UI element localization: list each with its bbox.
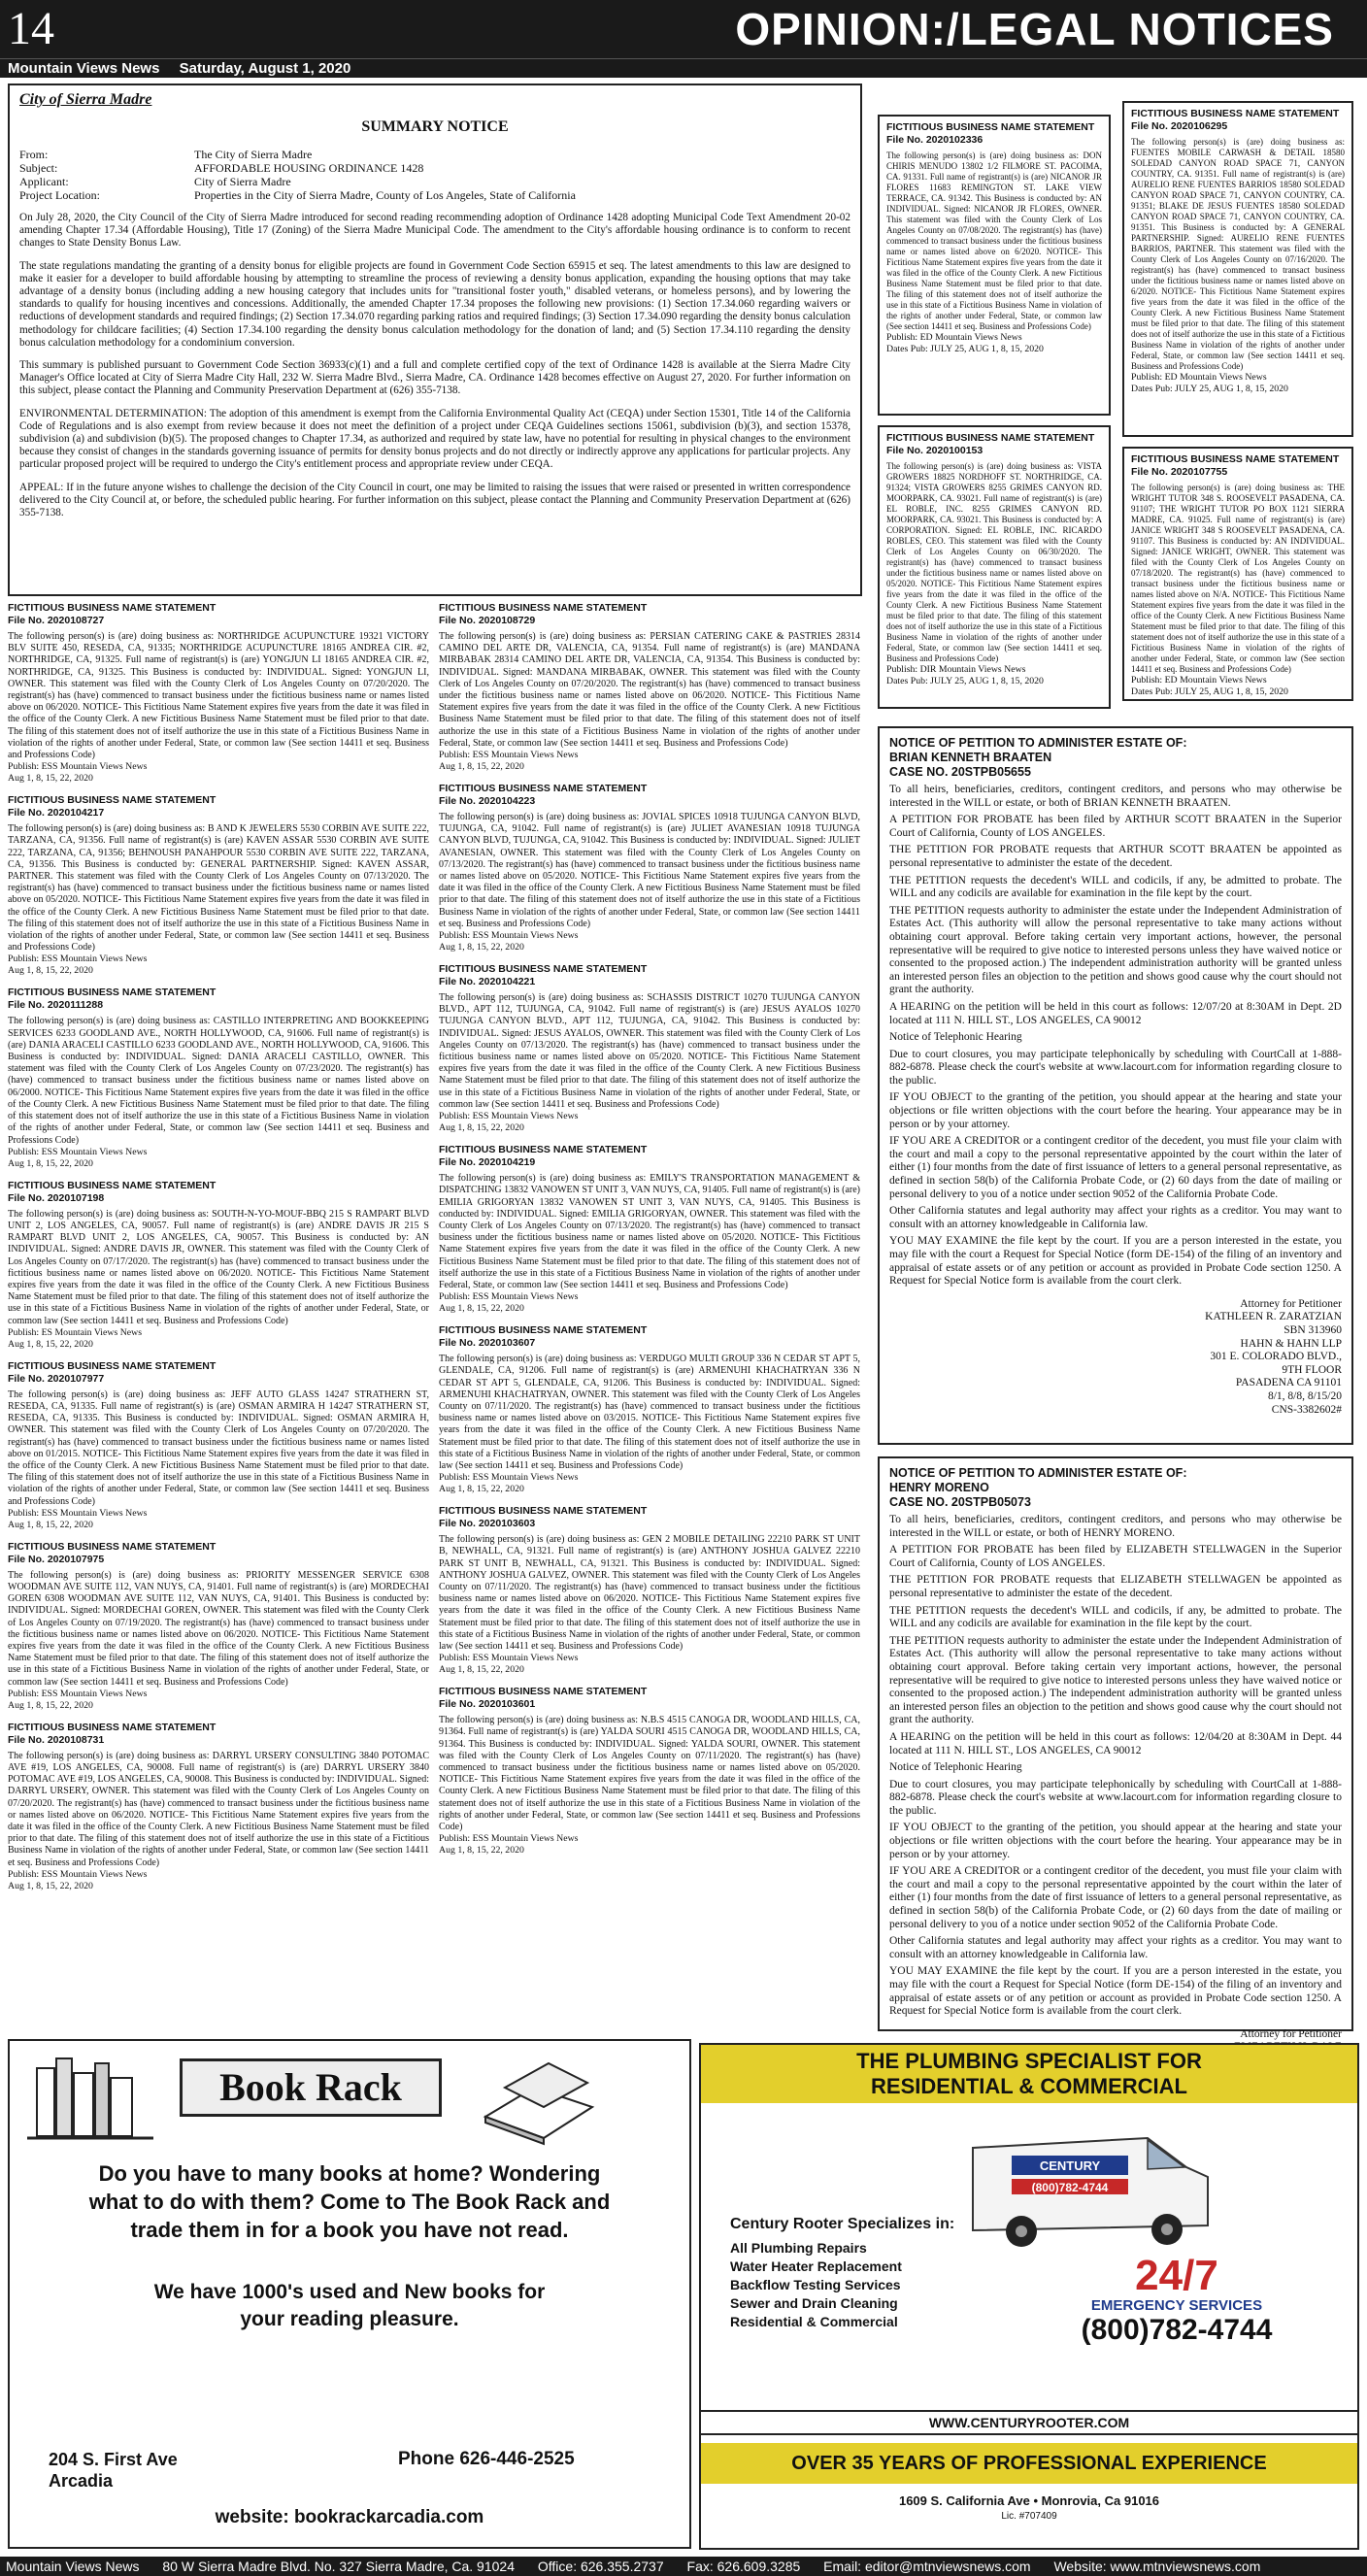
city-name: City of Sierra Madre: [19, 91, 152, 108]
probate-title-line: CASE NO. 20STPB05655: [889, 765, 1031, 779]
fbn-notice: [886, 432, 1102, 687]
summary-paragraph: On July 28, 2020, the City Council of the City of Sierra Madre introduced for second reading recommending adoption of Ordinance 1428 adopting Municipal Code Text Amendment 20-02 amending Chapter 17.34 (Affordable Housing), Title 17 (Zoning) of the Sierra Madre Municipal Code. The amendment to the City's affordable housing ordinance is to conform to recent changes to State Density Bonus Law.: [19, 212, 850, 250]
fbn-publish-line: Aug 1, 8, 15, 22, 2020: [439, 942, 524, 953]
fbn-notice: [1131, 453, 1345, 698]
probate-paragraph: A PETITION FOR PROBATE has been filed by ARTHUR SCOTT BRAATEN in the Superior Court of California, County of LOS ANGELES.: [889, 814, 1342, 839]
meta-value: AFFORDABLE HOUSING ORDINANCE 1428: [194, 161, 424, 175]
attorney-line: Attorney for Petitioner: [1240, 1297, 1342, 1310]
probate-paragraph: THE PETITION requests authority to administer the estate under the Independent Administration of Estates Act. (This authority will allow the personal representative to take many actions without obtaining court approval. Before taking certain very important actions, however, the personal representative will be required to give notice to interested persons unless they have waived notice or consented to the proposed action.) The independent administration authority will be granted unless an interested person files an objection to the petition and shows good cause why the court should not grant the authority.: [889, 1634, 1342, 1726]
fbn-notice: [439, 1686, 860, 1857]
fbn-publish-line: Aug 1, 8, 15, 22, 2020: [439, 1664, 524, 1676]
probate-paragraph: THE PETITION requests the decedent's WILL and codicils, if any, be admitted to probate. The WILL and any codicils are available for examination in the file kept by the court.: [889, 1604, 1342, 1630]
fbn-body: The following person(s) is (are) doing business as: SCHASSIS DISTRICT 10270 TUJUNGA CANYON BLVD., APT 112, TUJUNGA, CA, 91042. Full name of registrant(s) is (are) JESUS AYALOS 10270 TUJUNGA CANYON BLVD., APT 112, TUJUNGA, CA, 91042. This Business is conducted by: INDIVIDUAL. Signed: JESUS AYALOS, OWNER. This statement was filed with the County Clerk of Los Angeles County on 07/13/2020. The registrant(s) has (have) commenced to transact business under the fictitious business name or names listed above on 05/2020. NOTICE- This Fictitious Name Statement expires five years from the date it was filed in the office of the County Clerk. A new Fictitious Business Name Statement must be filed prior to that date. The filing of this statement does not of itself authorize the use in this state of a Fictitious Business Name in violation of the rights of another under Federal, State, or common law (See section 14411 et seq. Business and Professions Code): [439, 992, 860, 1110]
plumb-banner: OVER 35 YEARS OF PROFESSIONAL EXPERIENCE: [701, 2443, 1357, 2484]
dateline: [0, 58, 1367, 78]
fbn-notice: [886, 121, 1102, 355]
probate-paragraph: Other California statutes and legal authority may affect your rights as a creditor. You may want to consult with an attorney knowledgeable in California law.: [889, 1935, 1342, 1960]
footer-paper: Mountain Views News: [6, 2559, 140, 2574]
fbn-notice: [439, 1505, 860, 1676]
fbn-notice: [439, 1144, 860, 1315]
service-van-icon: [953, 2109, 1225, 2255]
fbn-body: The following person(s) is (are) doing business as: CASTILLO INTERPRETING AND BOOKKEEPING SERVICES 6233 GOODLAND AVE., NORTH HOLLYWOOD, CA, 91606. Full name of registrant(s) is (are) DANIA ARACELI CASTILLO 6233 GOODLAND AVE., NORTH HOLLYWOOD, CA, 91606. This Business is conducted by: INDIVIDUAL. Signed: DANIA ARACELI CASTILLO, OWNER. This statement was filed with the County Clerk of Los Angeles County on 07/23/2020. The registrant(s) has (have) commenced to transact business under the fictitious business name or names listed above on 06/2000. NOTICE- This Fictitious Name Statement expires five years from the date it was filed in the office of the County Clerk. A new Fictitious Business Name Statement must be filed prior to that date. The filing of this statement does not of itself authorize the use in this state of a Fictitious Business Name in violation of the rights of another under Federal, State, or common law (See section 14411 et seq. Business and Professions Code): [8, 1016, 429, 1146]
fbn-publish-line: Publish: ED Mountain Views News: [886, 332, 1022, 343]
fbn-file-number: File No. 2020103607: [439, 1337, 536, 1350]
probate-notice-braaten: [878, 726, 1353, 1445]
fbn-heading: FICTITIOUS BUSINESS NAME STATEMENT: [8, 1359, 217, 1372]
fbn-publish-line: Dates Pub: JULY 25, AUG 1, 8, 15, 2020: [886, 676, 1044, 686]
meta-value: The City of Sierra Madre: [194, 148, 313, 161]
fbn-heading: FICTITIOUS BUSINESS NAME STATEMENT: [8, 987, 217, 999]
footer-address: 80 W Sierra Madre Blvd. No. 327 Sierra Madre, Ca. 91024: [162, 2559, 515, 2574]
probate-paragraph: Due to court closures, you may participate telephonically by scheduling with CourtCall at 1-888-882-6878. Please check the court's website at www.lacourt.com for information regarding closure to the public.: [889, 1048, 1342, 1087]
probate-paragraph: IF YOU ARE A CREDITOR or a contingent creditor of the decedent, you must file your claim with the court and mail a copy to the personal representative appointed by the court within the later of either (1) four months from the date of first issuance of letters to a general personal representative, as defined in section 58(b) of the California Probate Code, or (2) 60 days from the date of mailing or personal delivery to you of a notice under section 9052 of the California Probate Code.: [889, 1135, 1342, 1200]
fbn-publish-line: Publish: ESS Mountain Views News: [439, 1472, 579, 1484]
fbn-notice: [8, 987, 429, 1169]
fbn-body: The following person(s) is (are) doing business as: B AND K JEWELERS 5530 CORBIN AVE SUITE 222, TARZANA, CA, 91356. Full name of registrant(s) is (are) KAVEN ASSAR 5530 CORBIN AVE SUITE 222, TARZANA, CA, 91356; BEHNOUSH PANAHPOUR 5530 CORBIN AVE SUITE 222, TARZANA, CA, 91356. This Business is conducted by: GENERAL PARTNERSHIP. Signed: KAVEN ASSAR, PARTNER. This statement was filed with the County Clerk of Los Angeles County on 07/13/2020. The registrant(s) has (have) commenced to transact business under the fictitious business name or names listed above on 05/2020. NOTICE- This Fictitious Name Statement expires five years from the date it was filed in the office of the County Clerk. A new Fictitious Business Name Statement must be filed prior to that date. The filing of this statement does not of itself authorize the use in this state of a Fictitious Business Name in violation of the rights of another under Federal, State, or common law (See section 14411 et seq. Business and Professions Code): [8, 823, 429, 953]
fbn-heading: FICTITIOUS BUSINESS NAME STATEMENT: [439, 602, 648, 614]
summary-meta-row: [19, 175, 850, 188]
fbn-publish-line: Publish: ESS Mountain Views News: [8, 1868, 148, 1880]
probate-title-line: HENRY MORENO: [889, 1481, 989, 1494]
footer-website[interactable]: Website: www.mtnviewsnews.com: [1053, 2559, 1261, 2574]
book-ad-website[interactable]: website: bookrackarcadia.com: [215, 2507, 484, 2527]
fbn-file-number: File No. 2020103601: [439, 1698, 536, 1711]
fbn-notice: [8, 1722, 429, 1892]
probate-paragraph: Notice of Telephonic Hearing: [889, 1031, 1022, 1044]
page-number: 14: [8, 3, 54, 54]
summary-meta-row: [19, 148, 850, 161]
probate-paragraph: To all heirs, beneficiaries, creditors, contingent creditors, and persons who may otherwise be interested in the WILL or estate, or both of HENRY MORENO.: [889, 1514, 1342, 1539]
probate-paragraph: IF YOU OBJECT to the granting of the petition, you should appear at the hearing and state your objections or file written objections with the court before the hearing. Your appearance may be in person or by your attorney.: [889, 1091, 1342, 1130]
attorney-line: HAHN & HAHN LLP: [1240, 1337, 1342, 1350]
meta-key: Subject:: [19, 161, 58, 175]
attorney-line: Attorney for Petitioner: [1240, 2027, 1342, 2040]
fbn-publish-line: Aug 1, 8, 15, 22, 2020: [439, 1484, 524, 1495]
fbn-body: The following person(s) is (are) doing business as: THE WRIGHT TUTOR 348 S. ROOSEVELT PASADENA, CA. 91107; THE WRIGHT TUTOR PO BOX 1121 SIERRA MADRE, CA. 91025. Full name of registrant(s) is (are) JANICE WRIGHT 348 S ROOSEVELT PASADENA, CA. 91107. This Business is conducted by: AN INDIVIDUAL. Signed: JANICE WRIGHT, OWNER. This statement was filed with the County Clerk of Los Angeles County on 07/18/2020. The registrant(s) has (have) commenced to transact business under the fictitious business name or names listed above on N/A. NOTICE- This Fictitious Name Statement expires five years from the date it was filed in the office of the County Clerk. A new Fictitious Business Name Statement must be filed prior to that date. The filing of this statement does not of itself authorize the use in this state of a Fictitious Business Name in violation of the rights of another under Federal, State, or common law (See section 14411 et seq. Business and Professions Code): [1131, 483, 1345, 674]
fbn-publish-line: Publish: ESS Mountain Views News: [8, 953, 148, 965]
probate-body: [889, 1514, 1342, 2019]
fbn-file-number: File No. 2020107975: [8, 1553, 105, 1565]
fbn-publish-line: Dates Pub: JULY 25, AUG 1, 8, 15, 2020: [886, 344, 1044, 354]
fbn-publish-line: Aug 1, 8, 15, 22, 2020: [439, 1122, 524, 1134]
summary-paragraph: ENVIRONMENTAL DETERMINATION: The adoption of this amendment is exempt from the California Environmental Quality Act (CEQA) under Section 15301, Title 14 of the California Code of Regulations and is also exempt from review because it does not meet the definition of a project under CEQA Guidelines sections 15061, subdivision (b)(3), and section 15378, subdivision (a) and subdivision (b)(5). The proposed changes to Chapter 17.34, as authorized and required by state law, have no potential for resulting in physical changes to the environment because they consist of changes in the standards governing issuance of permits for density bonus projects and do not directly or indirectly approve any applications for particular projects. Any particular proposed project will be required to undergo the City's entitlement process and appropriate review under CEQA.: [19, 407, 850, 471]
fbn-body: The following person(s) is (are) doing business as: NORTHRIDGE ACUPUNCTURE 19321 VICTORY BLV SUITE 450, RESEDA, CA, 91335; NORTHRIDGE ACUPUNCTURE 18165 ANDREA CIR. #2, NORTHRIDGE, CA, 91325. Full name of registrant(s) is (are) YONGJUN LI 18165 ANDREA CIR. #2, NORTHRIDGE, CA, 91325. This Business is conducted by: INDIVIDUAL. Signed: YONGJUN LI, OWNER. This statement was filed with the County Clerk of Los Angeles County on 07/20/2020. The registrant(s) has (have) commenced to transact business under the fictitious business name or names listed above on 06/2020. NOTICE- This Fictitious Name Statement expires five years from the date it was filed in the office of the County Clerk. A new Fictitious Business Name Statement must be filed prior to that date. The filing of this statement does not of itself authorize the use in this state of a Fictitious Business Name in violation of the rights of another under Federal, State, or common law (See section 14411 et seq. Business and Professions Code): [8, 631, 429, 761]
footer-office: Office: 626.355.2737: [537, 2559, 664, 2574]
attorney-line: PASADENA CA 91101: [1235, 1377, 1342, 1389]
plumb-service-item: Residential & Commercial: [730, 2314, 898, 2329]
plumb-ad-headline: THE PLUMBING SPECIALIST FOR RESIDENTIAL & COMMERCIAL: [701, 2045, 1357, 2103]
summary-meta-row: [19, 188, 850, 202]
fbn-heading: FICTITIOUS BUSINESS NAME STATEMENT: [439, 1324, 648, 1337]
attorney-line: KATHLEEN R. ZARATZIAN: [1205, 1311, 1342, 1323]
fbn-heading: FICTITIOUS BUSINESS NAME STATEMENT: [439, 1686, 648, 1698]
fbn-heading: FICTITIOUS BUSINESS NAME STATEMENT: [8, 1179, 217, 1191]
fbn-publish-line: Publish: ESS Mountain Views News: [439, 1653, 579, 1664]
fbn-publish-line: Aug 1, 8, 15, 22, 2020: [8, 1519, 93, 1530]
fbn-file-number: File No. 2020106295: [1131, 120, 1228, 132]
fbn-heading: FICTITIOUS BUSINESS NAME STATEMENT: [439, 1144, 648, 1156]
probate-title-line: NOTICE OF PETITION TO ADMINISTER ESTATE OF:: [889, 1466, 1187, 1480]
fbn-notice: [439, 963, 860, 1134]
book-rack-ad: [8, 2039, 691, 2549]
fbn-body: The following person(s) is (are) doing business as: DON CHIRIS MENUDO 13802 1/2 FILMORE ST. PACOIMA, CA. 91331. Full name of registrant(s) is (are) NICANOR JR FLORES 11683 REMINGTON ST. LAKE VIEW TERRACE, CA. 91342. This Business is conducted by: AN INDIVIDUAL. Signed: NICANOR JR FLORES, OWNER. This statement was filed with the County Clerk of Los Angeles County on 07/08/2020. The registrant(s) has (have) commenced to transact business under the fictitious business name or names listed above on 6/2020. NOTICE- This Fictitious Name Statement expires five years from the date it was filed in the office of the County Clerk. A new Fictitious Business Name Statement must be filed prior to that date. The filing of this statement does not of itself authorize the use in this state of a Fictitious Business Name in violation of the rights of another under Federal, State, or common law (See section 14411 et seq. Business and Professions Code): [886, 151, 1102, 331]
footer: [0, 2557, 1367, 2576]
fbn-file-number: File No. 2020104219: [439, 1156, 536, 1169]
probate-paragraph: THE PETITION FOR PROBATE requests that ELIZABETH STELLWAGEN be appointed as personal representative to administer the estate of the decedent.: [889, 1574, 1342, 1599]
fbn-heading: FICTITIOUS BUSINESS NAME STATEMENT: [8, 794, 217, 807]
fbn-notice: [8, 602, 429, 785]
probate-paragraph: THE PETITION requests authority to administer the estate under the Independent Administration of Estates Act. (This authority will allow the personal representative to take many actions without obtaining court approval. Before taking certain very important actions, however, the personal representative will be required to give notice to interested persons unless they have waived notice or consented to the proposed action.) The independent administration authority will be granted unless an interested person files an objection to the petition and shows good cause why the court should not grant the authority.: [889, 904, 1342, 996]
fbn-publish-line: Publish: DIR Mountain Views News: [886, 664, 1026, 675]
probate-paragraph: Other California statutes and legal authority may affect your rights as a creditor. You may want to consult with an attorney knowledgeable in California law.: [889, 1205, 1342, 1230]
plumb-service-item: All Plumbing Repairs: [730, 2240, 867, 2256]
summary-meta-row: [19, 161, 850, 175]
fbn-heading: FICTITIOUS BUSINESS NAME STATEMENT: [886, 432, 1095, 444]
fbn-publish-line: Publish: ESS Mountain Views News: [439, 1833, 579, 1845]
fbn-body: The following person(s) is (are) doing business as: GEN 2 MOBILE DETAILING 22210 PARK ST UNIT B, NEWHALL, CA, 91321. Full name of registrant(s) is (are) ANTHONY JOSHUA GALVEZ 22210 PARK ST UNIT B, NEWHALL, CA, 91321. This Business is conducted by: INDIVIDUAL. Signed: ANTHONY JOSHUA GALVEZ, OWNER. This statement was filed with the County Clerk of Los Angeles County on 07/11/2020. The registrant(s) has (have) commenced to transact business under the fictitious business name or names listed above on 06/2020. NOTICE- This Fictitious Name Statement expires five years from the date it was filed in the office of the County Clerk. A new Fictitious Business Name Statement must be filed prior to that date. The filing of this statement does not of itself authorize the use in this state of a Fictitious Business Name in violation of the rights of another under Federal, State, or common law (See section 14411 et seq. Business and Professions Code): [439, 1534, 860, 1652]
fbn-publish-line: Dates Pub: JULY 25, AUG 1, 8, 15, 2020: [1131, 686, 1288, 697]
fbn-file-number: File No. 2020102336: [886, 134, 984, 146]
fbn-column-2: [439, 602, 860, 2015]
plumb-website[interactable]: WWW.CENTURYROOTER.COM: [701, 2410, 1357, 2435]
fbn-heading: FICTITIOUS BUSINESS NAME STATEMENT: [8, 602, 217, 614]
book-ad-phone: Phone 626-446-2525: [398, 2449, 575, 2469]
book-rack-logo: Book Rack: [180, 2058, 442, 2117]
fbn-body: The following person(s) is (are) doing business as: JOVIAL SPICES 10918 TUJUNGA CANYON BLVD, TUJUNGA, CA, 91042. Full name of registrant(s) is (are) JULIET AVANESIAN 10918 TUJUNGA CANYON BLVD, TUJUNGA, CA, 91042. This Business is conducted by: INDIVIDUAL. Signed: JULIET AVANESIAN, OWNER. This statement was filed with the County Clerk of Los Angeles County on 07/13/2020. The registrant(s) has (have) commenced to transact business under the fictitious business name or names listed above on 05/2020. NOTICE- This Fictitious Name Statement expires five years from the date it was filed in the office of the County Clerk. A new Fictitious Business Name Statement must be filed prior to that date. The filing of this statement does not of itself authorize the use in this state of a Fictitious Business Name in violation of the rights of another under Federal, State, or common law (See section 14411 et seq. Business and Professions Code): [439, 812, 860, 929]
probate-paragraph: To all heirs, beneficiaries, creditors, contingent creditors, and persons who may otherwise be interested in the WILL or estate, or both of BRIAN KENNETH BRAATEN.: [889, 784, 1342, 809]
issue-date: Saturday, August 1, 2020: [179, 60, 351, 77]
fbn-heading: FICTITIOUS BUSINESS NAME STATEMENT: [439, 783, 648, 795]
probate-paragraph: IF YOU ARE A CREDITOR or a contingent creditor of the decedent, you must file your claim with the court and mail a copy to the personal representative appointed by the court within the later of either (1) four months from the date of first issuance of letters to a general personal representative, as defined in section 58(b) of the California Probate Code, or (2) 60 days from the date of mailing or personal delivery to you of a notice under section 9052 of the California Probate Code.: [889, 1865, 1342, 1930]
fbn-notice: [8, 794, 429, 977]
van-brand-text: CENTURY: [1039, 2158, 1101, 2173]
plumb-license: Lic. #707409: [1001, 2511, 1057, 2522]
attorney-line: 8/1, 8/8, 8/15/20: [1267, 1389, 1342, 1402]
fbn-publish-line: Dates Pub: JULY 25, AUG 1, 8, 15, 2020: [1131, 384, 1288, 394]
meta-key: From:: [19, 148, 49, 161]
meta-value: Properties in the City of Sierra Madre, County of Los Angeles, State of California: [194, 188, 576, 202]
fbn-file-number: File No. 2020108727: [8, 615, 105, 626]
books-illustration-right: [476, 2049, 602, 2146]
meta-key: Applicant:: [19, 175, 69, 188]
fbn-publish-line: Aug 1, 8, 15, 22, 2020: [8, 965, 93, 977]
plumb-address: 1609 S. California Ave • Monrovia, Ca 91016: [898, 2493, 1160, 2508]
fbn-body: The following person(s) is (are) doing business as: VERDUGO MULTI GROUP 336 N CEDAR ST APT 5, GLENDALE, CA, 91206. Full name of registrant(s) is (are) ARMENUHI KHACHATRYAN 336 N CEDAR ST APT 5, GLENDALE, CA, 91206. This Business is conducted by: INDIVIDUAL. Signed: ARMENUHI KHACHATRYAN, OWNER. This statement was filed with the County Clerk of Los Angeles County on 07/11/2020. The registrant(s) has (have) commenced to transact business under the fictitious business name or names listed above on 03/2015. NOTICE- This Fictitious Name Statement expires five years from the date it was filed in the office of the County Clerk. A new Fictitious Business Name Statement must be filed prior to that date. The filing of this statement does not of itself authorize the use in this state of a Fictitious Business Name in violation of the rights of another under Federal, State, or common law (See section 14411 et seq. Business and Professions Code): [439, 1354, 860, 1471]
fbn-publish-line: Publish: ESS Mountain Views News: [439, 1291, 579, 1303]
probate-paragraph: Due to court closures, you may participate telephonically by scheduling with CourtCall at 1-888-882-6878. Please check the court's website at www.lacourt.com for information regarding closure to the public.: [889, 1778, 1342, 1817]
attorney-line: 301 E. COLORADO BLVD.,: [1210, 1351, 1342, 1363]
attorney-block: [889, 1298, 1342, 1417]
fbn-publish-line: Publish: ED Mountain Views News: [1131, 675, 1267, 686]
fbn-file-number: File No. 2020100153: [886, 445, 984, 456]
fbn-heading: FICTITIOUS BUSINESS NAME STATEMENT: [886, 121, 1095, 133]
summary-paragraph: This summary is published pursuant to Government Code Section 36933(c)(1) and a full and complete certified copy of the text of Ordinance 1428 is available at the Sierra Madre City Manager's Office located at City of Sierra Madre City Hall, 232 W. Sierra Madre Blvd., Sierra Madre, CA. Ordinance 1428 becomes effective on August 27, 2020. For further information on this subject, please contact the Planning and Community Preservation Department at (626) 355-7138.: [19, 359, 850, 397]
fbn-file-number: File No. 2020107755: [1131, 466, 1228, 478]
probate-paragraph: THE PETITION requests the decedent's WILL and codicils, if any, be admitted to probate. The WILL and any codicils are available for examination in the file kept by the court.: [889, 874, 1342, 900]
fbn-notice: [8, 1541, 429, 1712]
fbn-file-number: File No. 2020107198: [8, 1191, 105, 1204]
van-phone: (800)782-4744: [1031, 2181, 1109, 2194]
masthead: [0, 0, 1367, 58]
fbn-box-1: [878, 115, 1111, 416]
summary-body: [19, 212, 850, 519]
probate-paragraph: A HEARING on the petition will be held in this court as follows: 12/07/20 at 8:30AM in Dept. 2D located at 111 N. HILL ST., LOS ANGELES, CA 90012: [889, 1000, 1342, 1026]
fbn-heading: FICTITIOUS BUSINESS NAME STATEMENT: [1131, 108, 1340, 119]
summary-paragraph: APPEAL: If in the future anyone wishes to challenge the decision of the City Council in court, one may be limited to raising the issues that were raised or presented in written correspondence delivered to the City Council at, or before, the scheduled public hearing. For further information on this subject, please contact the Planning and Community Preservation Department at (626) 355-7138.: [19, 481, 850, 519]
fbn-publish-line: Publish: ESS Mountain Views News: [8, 1507, 148, 1519]
book-ad-address: 204 S. First Ave Arcadia: [49, 2450, 178, 2491]
summary-meta: [19, 148, 850, 202]
summary-paragraph: The state regulations mandating the granting of a density bonus for eligible projects are found in Government Code Section 65915 et seq. The latest amendments to this law are designed to make it easier for a developer to build affordable housing by attempting to streamline the process of reviewing a density bonus application, expanding the housing options that may take advantage of a density bonus (including adding a new housing category that includes units for "transitional foster youth," disabled veterans, or homeless persons), and by lowering the standards to qualify for housing incentives and concessions. Additionally, the amended Chapter 17.34 proposes the following new provisions: (1) Section 17.34.060 regarding waivers or reductions of development standards and required findings; (2) Section 17.34.070 regarding parking ratios and required findings; (3) Section 17.34.090 regarding the density bonus calculation methodology for childcare facilities; (4) Section 17.34.100 regarding the density bonus calculation methodology for the donation of land; and (5) Section 17.34.110 regarding the density bonus calculation methodology for a condominium conversion.: [19, 259, 850, 349]
probate-paragraph: A PETITION FOR PROBATE has been filed by ELIZABETH STELLWAGEN in the Superior Court of California, County of LOS ANGELES.: [889, 1544, 1342, 1569]
probate-title-line: NOTICE OF PETITION TO ADMINISTER ESTATE OF:: [889, 736, 1187, 750]
probate-paragraph: YOU MAY EXAMINE the file kept by the court. If you are a person interested in the estate, you may file with the court a Request for Special Notice (form DE-154) of the filing of an inventory and appraisal of estate assets or of any petition or account as provided in Probate Code section 1250. A Request for Special Notice form is available from the court clerk.: [889, 1965, 1342, 2018]
attorney-line: CNS-3382602#: [1271, 1403, 1342, 1416]
fbn-file-number: File No. 2020111288: [8, 999, 104, 1012]
book-ad-subline: We have 1000's used and New books for your reading pleasure.: [153, 2281, 546, 2330]
emergency-phone: (800)782-4744: [1081, 2314, 1273, 2346]
fbn-body: The following person(s) is (are) doing business as: EMILY'S TRANSPORTATION MANAGEMENT & DISPATCHING 13832 VANOWEN ST UNIT 3, VAN NUYS, CA, 91405. Full name of registrant(s) is (are) EMILIA GRIGORYAN 13832 VANOWEN ST UNIT 3, VAN NUYS, CA, 91405. This Business is conducted by: INDIVIDUAL. Signed: EMILIA GRIGORYAN, OWNER. This statement was filed with the County Clerk of Los Angeles County on 07/13/2020. The registrant(s) has (have) commenced to transact business under the fictitious business name or names listed above on 05/2020. NOTICE- This Fictitious Name Statement expires five years from the date it was filed in the office of the County Clerk. A new Fictitious Business Name Statement must be filed prior to that date. The filing of this statement does not of itself authorize the use in this state of a Fictitious Business Name in violation of the rights of another under Federal, State, or common law (See section 14411 et seq. Business and Professions Code): [439, 1173, 860, 1290]
fbn-publish-line: Aug 1, 8, 15, 22, 2020: [8, 773, 93, 785]
fbn-publish-line: Aug 1, 8, 15, 22, 2020: [8, 1338, 93, 1350]
fbn-publish-line: Aug 1, 8, 15, 22, 2020: [8, 1880, 93, 1891]
fbn-notice: [1131, 108, 1345, 395]
fbn-body: The following person(s) is (are) doing business as: JEFF AUTO GLASS 14247 STRATHERN ST, RESEDA, CA, 91335. Full name of registrant(s) is (are) OSMAN ARMIRA H 14247 STRATHERN ST, RESEDA, CA, 91335. This Business is conducted by: INDIVIDUAL. Signed: OSMAN ARMIRA H, OWNER. This statement was filed with the County Clerk of Los Angeles County on 07/20/2020. The registrant(s) has (have) commenced to transact business under the fictitious business name or names listed above on 01/2015. NOTICE- This Fictitious Name Statement expires five years from the date it was filed in the office of the County Clerk. A new Fictitious Business Name Statement must be filed prior to that date. The filing of this statement does not of itself authorize the use in this state of a Fictitious Business Name in violation of the rights of another under Federal, State, or common law (See section 14411 et seq. Business and Professions Code): [8, 1388, 429, 1507]
plumb-service-item: Backflow Testing Services: [730, 2277, 901, 2292]
paper-name: Mountain Views News: [8, 60, 160, 77]
plumb-service-item: Sewer and Drain Cleaning: [730, 2295, 898, 2311]
fbn-heading: FICTITIOUS BUSINESS NAME STATEMENT: [1131, 453, 1340, 465]
fbn-publish-line: Aug 1, 8, 15, 22, 2020: [8, 1157, 93, 1169]
section-title: OPINION:/LEGAL NOTICES: [735, 4, 1334, 54]
meta-value: City of Sierra Madre: [194, 175, 291, 188]
fbn-publish-line: Publish: ESS Mountain Views News: [8, 1688, 148, 1699]
fbn-heading: FICTITIOUS BUSINESS NAME STATEMENT: [439, 1505, 648, 1518]
probate-paragraph: Notice of Telephonic Hearing: [889, 1761, 1022, 1774]
fbn-heading: FICTITIOUS BUSINESS NAME STATEMENT: [8, 1540, 217, 1553]
meta-key: Project Location:: [19, 188, 100, 202]
fbn-publish-line: Aug 1, 8, 15, 22, 2020: [439, 1303, 524, 1315]
fbn-column-1: [8, 602, 429, 2015]
fbn-box-3: [878, 425, 1111, 709]
fbn-file-number: File No. 2020103603: [439, 1518, 536, 1530]
fbn-notice: [439, 602, 860, 773]
fbn-publish-line: Aug 1, 8, 15, 22, 2020: [8, 1699, 93, 1711]
fbn-notice: [439, 1324, 860, 1495]
fbn-heading: FICTITIOUS BUSINESS NAME STATEMENT: [439, 963, 648, 976]
fbn-box-4: [1122, 447, 1353, 701]
fbn-body: The following person(s) is (are) doing business as: N.B.S 4515 CANOGA DR, WOODLAND HILLS, CA, 91364. Full name of registrant(s) is (are) YALDA SOURI 4515 CANOGA DR, WOODLAND HILLS, CA, 91364. This Business is conducted by: INDIVIDUAL. Signed: YALDA SOURI, OWNER. This statement was filed with the County Clerk of Los Angeles County on 07/11/2020. The registrant(s) has (have) commenced to transact business under the fictitious business name or names listed above on 05/2020. NOTICE- This Fictitious Name Statement expires five years from the date it was filed in the office of the County Clerk. A new Fictitious Business Name Statement must be filed prior to that date. The filing of this statement does not of itself authorize the use in this state of a Fictitious Business Name in violation of the rights of another under Federal, State, or common law (See section 14411 et seq. Business and Professions Code): [439, 1715, 860, 1833]
books-illustration-left: [27, 2049, 153, 2146]
fbn-body: The following person(s) is (are) doing business as: DARRYL URSERY CONSULTING 3840 POTOMAC AVE #19, LOS ANGELES, CA, 90008. Full name of registrant(s) is (are) DARRYL URSERY 3840 POTOMAC AVE #19, LOS ANGELES, CA, 90008. This Business is conducted by: INDIVIDUAL. Signed: DARRYL URSERY, OWNER. This statement was filed with the County Clerk of Los Angeles County on 07/20/2020. The registrant(s) has (have) commenced to transact business under the fictitious business name or names listed above on 06/2020. NOTICE- This Fictitious Name Statement expires five years from the date it was filed in the office of the County Clerk. A new Fictitious Business Name Statement must be filed prior to that date. The filing of this statement does not of itself authorize the use in this state of a Fictitious Business Name in violation of the rights of another under Federal, State, or common law (See section 14411 et seq. Business and Professions Code): [8, 1750, 429, 1868]
fbn-file-number: File No. 2020108731: [8, 1733, 105, 1746]
fbn-publish-line: Publish: ED Mountain Views News: [1131, 372, 1267, 383]
fbn-file-number: File No. 2020107977: [8, 1372, 105, 1385]
century-rooter-ad: [699, 2043, 1359, 2550]
probate-title-line: CASE NO. 20STPB05073: [889, 1495, 1031, 1509]
plumb-services-list: [730, 2239, 1021, 2331]
fbn-box-2: [1122, 101, 1353, 437]
fbn-publish-line: Publish: ESS Mountain Views News: [439, 750, 579, 761]
fbn-publish-line: Publish: ES Mountain Views News: [8, 1326, 143, 1338]
emergency-services: [1050, 2252, 1303, 2347]
probate-paragraph: A HEARING on the petition will be held in this court as follows: 12/04/20 at 8:30AM in Dept. 44 located at 111 N. HILL ST., LOS ANGELES, CA 90012: [889, 1730, 1342, 1756]
probate-body: [889, 784, 1342, 1288]
fbn-body: The following person(s) is (are) doing business as: FUENTES MOBILE CARWASH & DETAIL 18580 SOLEDAD CANYON ROAD SPACE 71, CANYON COUNTRY, CA. 91351. Full name of registrant(s) is (are) AURELIO RENE FUENTES BARRIOS 18580 SOLEDAD CANYON ROAD SPACE 71, CANYON COUNTRY, CA. 91351; BLAKE DE JESUS FUENTES 18580 SOLEDAD CANYON ROAD SPACE 71, CANYON COUNTRY, CA. 91351. This Business is conducted by: A GENERAL PARTNERSHIP. Signed: AURELIO RENE FUENTES BARRIOS, PARTNER. This statement was filed with the County Clerk of Los Angeles County on 07/16/2020. The registrant(s) has (have) commenced to transact business under the fictitious business name or names listed above on 6/2020. NOTICE- This Fictitious Name Statement expires five years from the date it was filed in the office of the County Clerk. A new Fictitious Business Name Statement must be filed prior to that date. The filing of this statement does not of itself authorize the use in this state of a Fictitious Business Name in violation of the rights of another under Federal, State, or common law (See section 14411 et seq. Business and Professions Code): [1131, 137, 1345, 371]
fbn-file-number: File No. 2020104223: [439, 795, 536, 808]
book-ad-headline: Do you have to many books at home? Wondering what to do with them? Come to The Book Rack and trade them in for a book you have not read.: [88, 2161, 611, 2242]
summary-title: SUMMARY NOTICE: [361, 118, 509, 135]
summary-notice: [8, 84, 862, 596]
fbn-publish-line: Aug 1, 8, 15, 22, 2020: [439, 1845, 524, 1857]
probate-notice-moreno: [878, 1456, 1353, 2040]
probate-paragraph: YOU MAY EXAMINE the file kept by the court. If you are a person interested in the estate, you may file with the court a Request for Special Notice (form DE-154) of the filing of an inventory and appraisal of estate assets or of any petition or account as provided in Probate Code section 1250. A Request for Special Notice form is available from the court clerk.: [889, 1235, 1342, 1288]
fbn-body: The following person(s) is (are) doing business as: PRIORITY MESSENGER SERVICE 6308 WOODMAN AVE SUITE 112, VAN NUYS, CA, 91401. Full name of registrant(s) is (are) MORDECHAI GOREN 6308 WOODMAN AVE SUITE 112, VAN NUYS, CA, 91401. This Business is conducted by: INDIVIDUAL. Signed: MORDECHAI GOREN, OWNER. This statement was filed with the County Clerk of Los Angeles County on 07/19/2020. The registrant(s) has (have) commenced to transact business under the fictitious business name or names listed above on 06/2020. NOTICE- This Fictitious Name Statement expires five years from the date it was filed in the office of the County Clerk. A new Fictitious Business Name Statement must be filed prior to that date. The filing of this statement does not of itself authorize the use in this state of a Fictitious Business Name in violation of the rights of another under Federal, State, or common law (See section 14411 et seq. Business and Professions Code): [8, 1569, 429, 1688]
emergency-247: 24/7: [1135, 2252, 1218, 2299]
fbn-file-number: File No. 2020104221: [439, 976, 536, 988]
fbn-body: The following person(s) is (are) doing business as: SOUTH-N-YO-MOUF-BBQ 215 S RAMPART BLVD UNIT 2, LOS ANGELES, CA, 90057. Full name of registrant(s) is (are) ANDRE DAVIS JR 215 S RAMPART BLVD UNIT 2, LOS ANGELES, CA, 90057. This Business is conducted by: AN INDIVIDUAL. Signed: ANDRE DAVIS JR, OWNER. This statement was filed with the County Clerk of Los Angeles County on 07/17/2020. The registrant(s) has (have) commenced to transact business under the fictitious business name or names listed above on 06/2020. NOTICE- This Fictitious Name Statement expires five years from the date it was filed in the office of the County Clerk. A new Fictitious Business Name Statement must be filed prior to that date. The filing of this statement does not of itself authorize the use in this state of a Fictitious Business Name in violation of the rights of another under Federal, State, or common law (See section 14411 et seq. Business and Professions Code): [8, 1208, 429, 1326]
footer-email[interactable]: Email: editor@mtnviewsnews.com: [823, 2559, 1031, 2574]
fbn-file-number: File No. 2020104217: [8, 807, 105, 820]
fbn-body: The following person(s) is (are) doing business as: VISTA GROWERS 18825 NORDHOFF ST. NORTHRIDGE, CA. 91324; VISTA GROWERS 8255 GRIMES CANYON RD. MOORPARK, CA. 93021. Full name of registrant(s) is (are) EL ROBLE, INC. 8255 GRIMES CANYON RD. MOORPARK, CA. 93021. This Business is conducted by: A CORPORATION. Signed: EL ROBLE, INC. RICARDO ROBLES, CEO. This statement was filed with the County Clerk of Los Angeles County on 06/30/2020. The registrant(s) has (have) commenced to transact business under the fictitious business name or names listed above on 05/2020. NOTICE- This Fictitious Name Statement expires five years from the date it was filed in the office of the County Clerk. A new Fictitious Business Name Statement must be filed prior to that date. The filing of this statement does not of itself authorize the use in this state of a Fictitious Business Name in violation of the rights of another under Federal, State, or common law (See section 14411 et seq. Business and Professions Code): [886, 461, 1102, 663]
attorney-line: 9TH FLOOR: [1282, 1363, 1342, 1376]
emergency-label: EMERGENCY SERVICES: [1090, 2297, 1263, 2314]
fbn-heading: FICTITIOUS BUSINESS NAME STATEMENT: [8, 1721, 217, 1733]
fbn-publish-line: Publish: ESS Mountain Views News: [8, 1146, 148, 1157]
plumb-specializes: Century Rooter Specializes in:: [730, 2216, 955, 2232]
fbn-file-number: File No. 2020108729: [439, 615, 536, 626]
fbn-body: The following person(s) is (are) doing business as: PERSIAN CATERING CAKE & PASTRIES 28314 CAMINO DEL ARTE DR, VALENCIA, CA, 91354. Full name of registrant(s) is (are) MANDANA MIRBABAK 28314 CAMINO DEL ARTE DR, VALENCIA, CA, 91354. This Business is conducted by: INDIVIDUAL. Signed: MANDANA MIRBABAK, OWNER. This statement was filed with the County Clerk of Los Angeles County on 07/20/2020. The registrant(s) has (have) commenced to transact business under the fictitious business name or names listed above on 06/2020. NOTICE- This Fictitious Name Statement expires five years from the date it was filed in the office of the County Clerk. A new Fictitious Business Name Statement must be filed prior to that date. The filing of this statement does not of itself authorize the use in this state of a Fictitious Business Name in violation of the rights of another under Federal, State, or common law (See section 14411 et seq. Business and Professions Code): [439, 631, 860, 749]
fbn-publish-line: Publish: ESS Mountain Views News: [8, 761, 148, 773]
fbn-notice: [8, 1360, 429, 1531]
fbn-publish-line: Publish: ESS Mountain Views News: [439, 1111, 579, 1122]
probate-title-line: BRIAN KENNETH BRAATEN: [889, 751, 1052, 764]
fbn-publish-line: Aug 1, 8, 15, 22, 2020: [439, 761, 524, 773]
fbn-notice: [439, 783, 860, 953]
fbn-notice: [8, 1180, 429, 1351]
plumb-service-item: Water Heater Replacement: [730, 2258, 902, 2274]
footer-fax: Fax: 626.609.3285: [686, 2559, 801, 2574]
attorney-line: SBN 313960: [1284, 1323, 1342, 1336]
probate-paragraph: THE PETITION FOR PROBATE requests that ARTHUR SCOTT BRAATEN be appointed as personal representative to administer the estate of the decedent.: [889, 844, 1342, 869]
fbn-publish-line: Publish: ESS Mountain Views News: [439, 930, 579, 942]
probate-paragraph: IF YOU OBJECT to the granting of the petition, you should appear at the hearing and state your objections or file written objections with the court before the hearing. Your appearance may be in person or by your attorney.: [889, 1822, 1342, 1860]
